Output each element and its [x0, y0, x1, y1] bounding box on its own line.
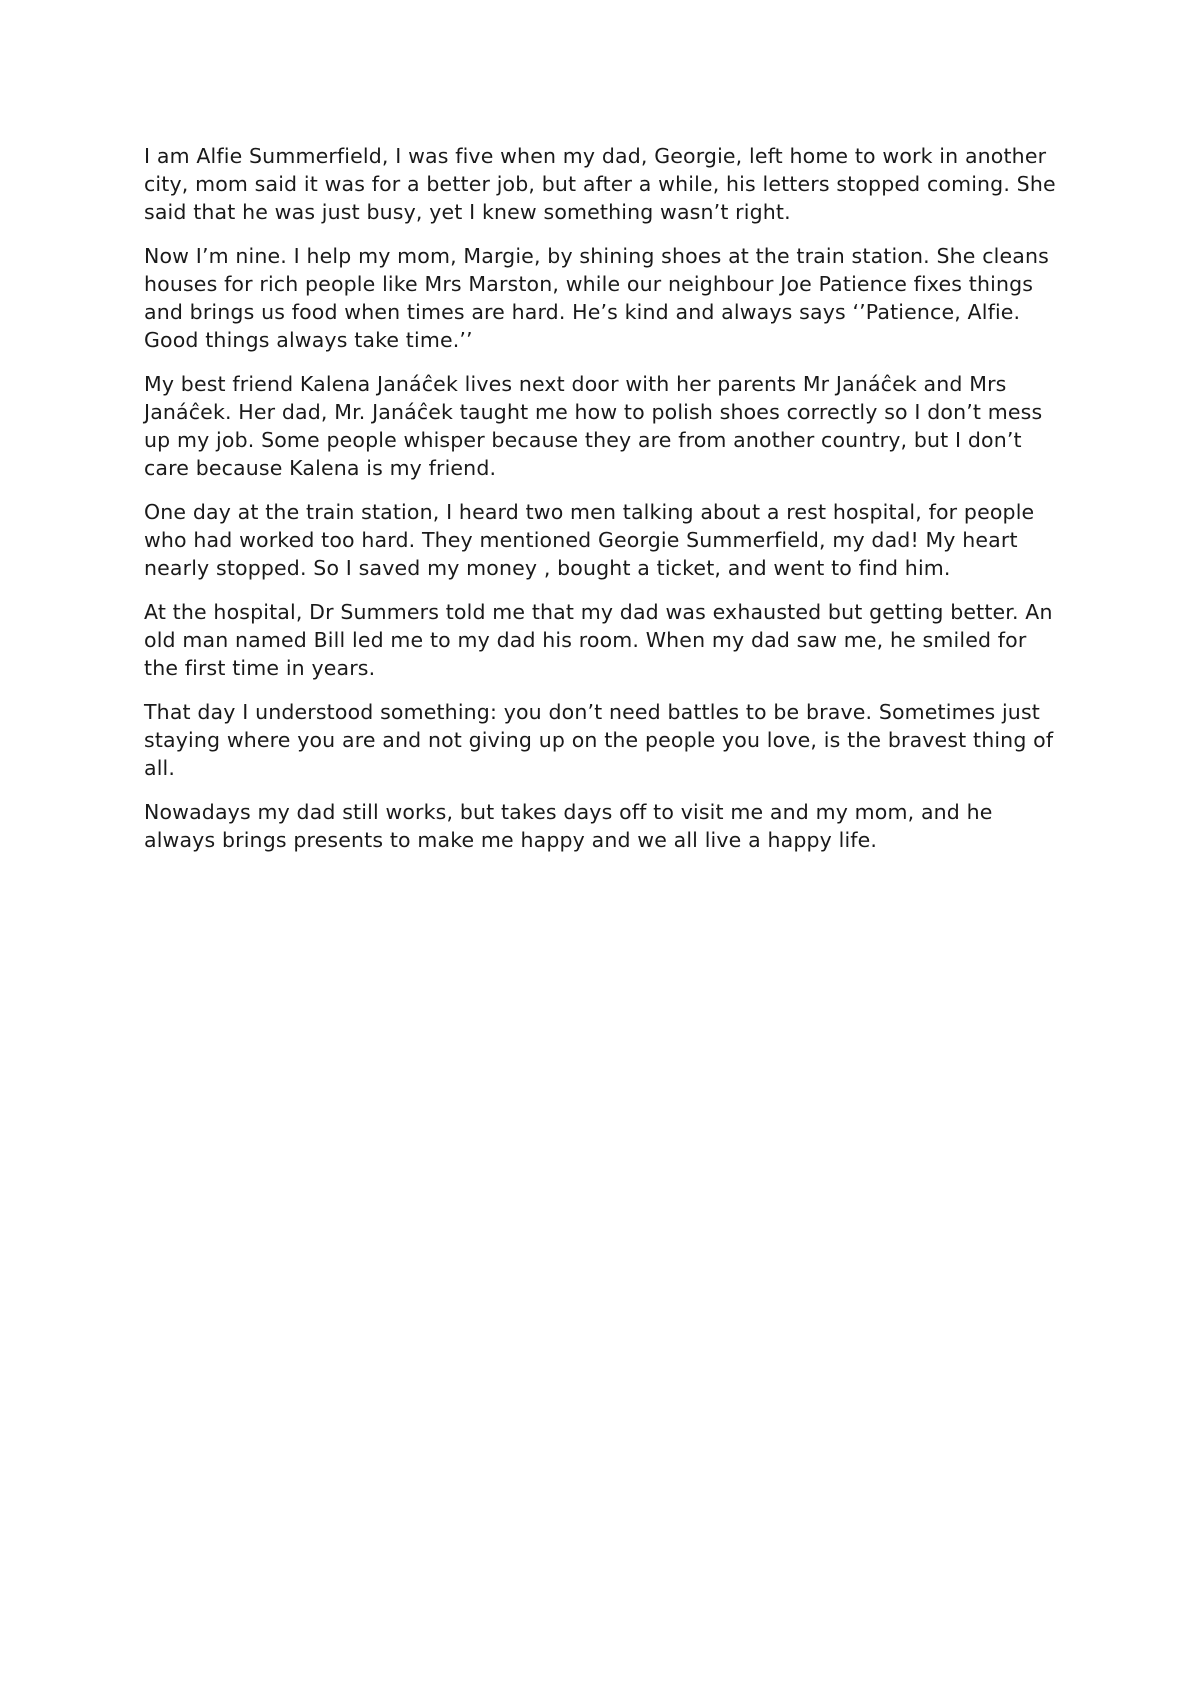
paragraph-3: My best friend Kalena Janáĉek lives next door with her parents Mr Janáĉek and Mrs Janáĉek. Her dad, Mr. Janáĉek taught me how to polish shoes correctly so I don’t mess up my job. Some people whisper because they are from another country, but I don’t care because Kalena is my friend. — [144, 372, 1043, 480]
paragraph-4: One day at the train station, I heard two men talking about a rest hospital, for people who had worked too hard. They mentioned Georgie Summerfield, my dad! My heart nearly stopped. So I saved my money , bought a ticket, and went to find him. — [144, 500, 1035, 580]
paragraph-6: That day I understood something: you don’t need battles to be brave. Sometimes just staying where you are and not giving up on the people you love, is the bravest thing of all. — [144, 700, 1054, 780]
paragraph-7: Nowadays my dad still works, but takes days off to visit me and my mom, and he always brings presents to make me happy and we all live a happy life. — [144, 800, 993, 852]
story-text — [144, 142, 1064, 870]
paragraph-1: I am Alfie Summerfield, I was five when my dad, Georgie, left home to work in another city, mom said it was for a better job, but after a while, his letters stopped coming. She said that he was just busy, yet I knew something wasn’t right. — [144, 144, 1056, 224]
paragraph-5: At the hospital, Dr Summers told me that my dad was exhausted but getting better. An old man named Bill led me to my dad his room. When my dad saw me, he smiled for the first time in years. — [144, 600, 1053, 680]
paragraph-2: Now I’m nine. I help my mom, Margie, by shining shoes at the train station. She cleans houses for rich people like Mrs Marston, while our neighbour Joe Patience fixes things and brings us food when times are hard. He’s kind and always says ‘’Patience, Alfie. Good things always take time.’’ — [144, 244, 1049, 352]
